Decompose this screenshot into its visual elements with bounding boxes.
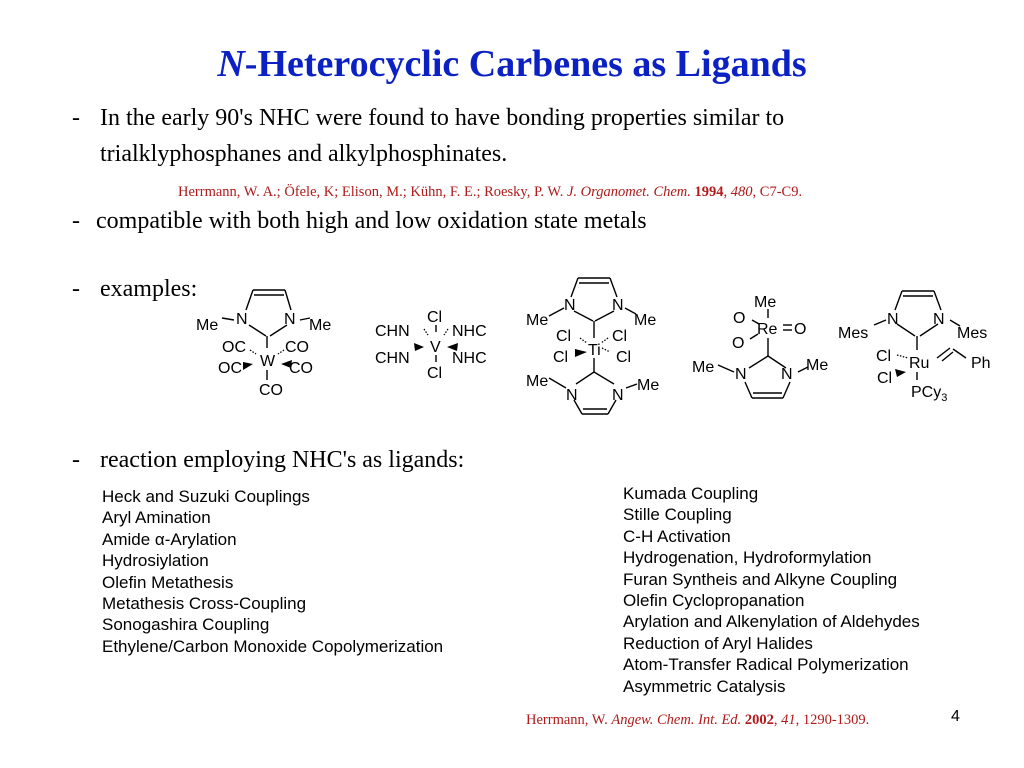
- ru-cl2: Cl: [877, 370, 893, 387]
- w-oc2: OC: [218, 360, 242, 377]
- ti-cl3: Cl: [553, 349, 569, 366]
- reference-2002: Herrmann, W. Angew. Chem. Int. Ed. 2002, 41, 1290-1309.: [526, 712, 870, 728]
- re-n1: N: [735, 366, 747, 383]
- ti-n2: N: [612, 297, 624, 314]
- re-me1: Me: [692, 359, 715, 376]
- bullet-text: compatible with both high and low oxidation state metals: [96, 208, 647, 234]
- ti-me2: Me: [634, 312, 657, 329]
- page-number: 4: [951, 708, 960, 725]
- ti-n3: N: [566, 387, 578, 404]
- title-italic-n: N: [217, 43, 245, 85]
- v-nhc1: NHC: [452, 323, 487, 340]
- list-item: Hydrosiylation: [102, 551, 209, 571]
- list-item: Reduction of Aryl Halides: [623, 633, 813, 653]
- ru-ph: Ph: [971, 355, 991, 372]
- re-o1: O: [733, 310, 746, 327]
- ref2-volume: 41: [781, 712, 796, 728]
- bullet-dash: -: [72, 447, 80, 473]
- list-item: Metathesis Cross-Coupling: [102, 593, 307, 613]
- ti-me1: Me: [526, 312, 549, 329]
- list-item: Aryl Amination: [102, 508, 211, 528]
- list-item: Kumada Coupling: [623, 484, 759, 503]
- ti-me4: Me: [637, 377, 660, 394]
- list-item: Stille Coupling: [623, 505, 732, 525]
- reaction-list-left: [102, 486, 443, 657]
- re-o2: O: [794, 321, 807, 338]
- ti-n4: N: [612, 387, 624, 404]
- list-item: Atom-Transfer Radical Polymerization: [623, 655, 909, 675]
- re-n2: N: [781, 366, 793, 383]
- ru-n2: N: [933, 311, 945, 328]
- ref1-year: 1994: [694, 184, 724, 200]
- list-item: Amide α-Arylation: [102, 529, 237, 549]
- ru-mes2: Mes: [957, 325, 988, 342]
- ru-pcy: [911, 384, 947, 404]
- v-nhc2: NHC: [452, 350, 487, 367]
- bullet-text-line2: trialklyphosphanes and alkylphosphinates.: [100, 141, 508, 167]
- reaction-list-right: [623, 483, 920, 697]
- ref2-year: 2002: [744, 712, 774, 728]
- list-item: Asymmetric Catalysis: [623, 676, 786, 696]
- w-me1: Me: [196, 317, 219, 334]
- ref1-pages: , C7-C9.: [752, 184, 803, 200]
- bullet-text: reaction employing NHC's as ligands:: [100, 447, 465, 473]
- w-metal: W: [260, 353, 276, 370]
- list-item: Ethylene/Carbon Monoxide Copolymerization: [102, 636, 444, 656]
- ru-metal: Ru: [909, 355, 930, 372]
- re-o3: O: [732, 335, 745, 352]
- list-item: Olefin Metathesis: [102, 572, 234, 592]
- list-item: C-H Activation: [623, 526, 731, 546]
- re-metal: Re: [757, 321, 778, 338]
- ru-n1: N: [887, 311, 899, 328]
- ref1-volume: 480: [730, 184, 753, 200]
- bullet-text: examples:: [100, 276, 198, 302]
- bullet-dash: -: [72, 105, 80, 131]
- ru-mes1: Mes: [838, 325, 869, 342]
- w-me2: Me: [309, 317, 332, 334]
- bullet-dash: -: [72, 276, 80, 302]
- list-item: Sonogashira Coupling: [102, 615, 270, 635]
- ti-n1: N: [564, 297, 576, 314]
- re-me-top: Me: [754, 294, 777, 311]
- w-co1: CO: [285, 339, 309, 356]
- ti-cl2: Cl: [612, 328, 628, 345]
- bullet-text-line1: In the early 90's NHC were found to have bonding properties similar to: [100, 105, 785, 131]
- bullet-dash: -: [72, 208, 80, 234]
- ref1-journal: J. Organomet. Chem.: [567, 184, 691, 200]
- list-item: Furan Syntheis and Alkyne Coupling: [623, 569, 898, 589]
- ru-pcy-subscript: 3: [941, 392, 948, 404]
- w-co3: CO: [259, 382, 283, 399]
- list-item: Arylation and Alkenylation of Aldehydes: [623, 612, 920, 632]
- v-cl1: Cl: [427, 309, 443, 326]
- v-cl2: Cl: [427, 365, 443, 382]
- w-n2: N: [284, 311, 296, 328]
- w-oc1: OC: [222, 339, 246, 356]
- ti-me3: Me: [526, 373, 549, 390]
- ti-cl1: Cl: [556, 328, 572, 345]
- ref1-authors: Herrmann, W. A.; Öfele, K; Elison, M.; Kühn, F. E.; Roesky, P. W.: [178, 184, 567, 200]
- w-co2: CO: [289, 360, 313, 377]
- title-text: -Heterocyclic Carbenes as Ligands: [244, 43, 807, 85]
- list-item: Hydrogenation, Hydroformylation: [623, 548, 872, 568]
- reference-1985: Herrmann, W. A.; Öfele, K; Elison, M.; Kühn, F. E.; Roesky, P. W. J. Organomet. Chem. 1994, 480, C7-C9.: [178, 184, 803, 200]
- list-item: Heck and Suzuki Couplings: [102, 487, 310, 506]
- ru-cl1: Cl: [876, 348, 892, 365]
- v-chn2: CHN: [375, 350, 410, 367]
- ref2-pages: , 1290-1309.: [795, 712, 870, 728]
- re-me2: Me: [806, 357, 829, 374]
- ti-metal: Ti: [588, 342, 601, 359]
- ref2-journal: Angew. Chem. Int. Ed.: [611, 712, 742, 728]
- ref2-authors: Herrmann, W.: [526, 712, 612, 728]
- v-metal: V: [430, 339, 441, 356]
- ti-cl4: Cl: [616, 349, 632, 366]
- ru-pcy-label: PCy: [911, 384, 942, 401]
- v-chn1: CHN: [375, 323, 410, 340]
- list-item: Olefin Cyclopropanation: [623, 590, 805, 610]
- w-n1: N: [236, 311, 248, 328]
